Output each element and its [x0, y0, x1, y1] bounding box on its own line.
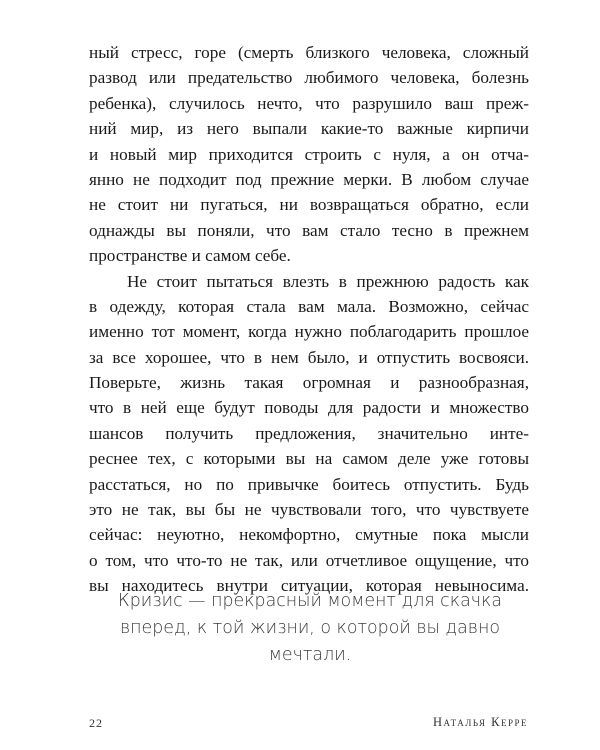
text-line: это не так, вы бы не чувствовали того, что чувствуете — [89, 500, 529, 520]
text-line: о том, что что-то не так, или отчетливое ощущение, что — [89, 550, 529, 570]
text-line: сейчас: неуютно, некомфортно, смутные пока мысли — [89, 525, 529, 545]
text-line: однажды вы поняли, что вам стало тесно в прежнем — [89, 220, 529, 240]
text-line: и новый мир приходится строить с нуля, а он отча- — [89, 144, 529, 164]
text-line: пространстве и самом себе. — [89, 246, 291, 266]
text-line: в одежду, которая стала вам мала. Возможно, сейчас — [89, 296, 529, 316]
page-number: 22 — [89, 716, 103, 730]
text-line: именно тот момент, когда нужно поблагодарить прошлое — [89, 322, 529, 342]
text-line: что в ней еще будут поводы для радости и множество — [89, 398, 529, 418]
pull-quote — [100, 588, 520, 669]
text-line: Не стоит пытаться влезть в прежнюю радость как — [127, 271, 529, 291]
text-line: реснее тех, с которыми вы на самом деле уже готовы — [89, 449, 529, 469]
text-line: янно не подходит под прежние мерки. В любом случае — [89, 169, 529, 189]
text-line: за все хорошее, что в нем было, и отпустить восвояси. — [89, 347, 529, 367]
text-line: расстаться, но по привычке боитесь отпустить. Будь — [89, 474, 529, 494]
text-line: ный стресс, горе (смерть близкого человека, сложный — [89, 43, 529, 62]
body-text — [89, 40, 529, 599]
quote-line: вперед, к той жизни, о которой вы давно — [119, 618, 501, 638]
text-line: Поверьте, жизнь такая огромная и разнообразная, — [89, 373, 529, 393]
text-line: не стоит ни пугаться, ни возвращаться обратно, если — [89, 195, 529, 215]
text-line: вы находитесь внутри ситуации, которая невыносима. — [89, 576, 529, 596]
text-line: шансов получить предложения, значительно инте- — [89, 423, 529, 443]
text-line: ребенка), случилось нечто, что разрушило ваш преж- — [89, 93, 529, 113]
text-line: развод или предательство любимого человека, болезнь — [89, 68, 529, 88]
running-footer-author: Наталья Керре — [432, 715, 528, 729]
quote-line: Кризис — прекрасный момент для скачка — [118, 591, 502, 611]
text-line: ний мир, из него выпали какие-то важные кирпичи — [89, 119, 529, 139]
quote-line: мечтали. — [268, 645, 352, 665]
